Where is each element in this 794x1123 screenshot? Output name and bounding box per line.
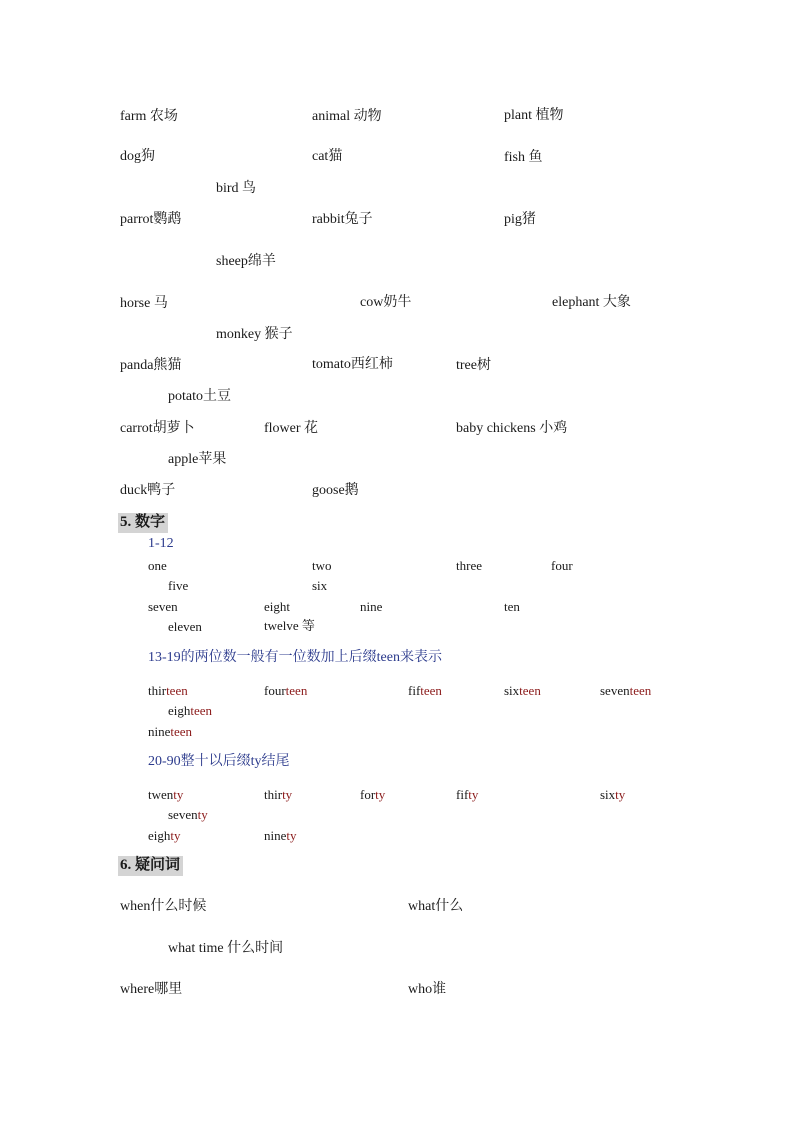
number-word: twelve 等: [264, 618, 315, 633]
teen-word: thirteen: [148, 683, 188, 698]
vocab-item: rabbit兔子: [312, 212, 373, 227]
vocab-item: panda熊猫: [120, 358, 182, 373]
number-word: eight: [264, 599, 290, 614]
number-word: four: [551, 558, 573, 573]
vocab-item: tomato西红柿: [312, 357, 393, 372]
vocab-item: elephant 大象: [552, 295, 631, 310]
vocab-item: monkey 猴子: [216, 327, 293, 342]
number-word: eleven: [168, 619, 202, 634]
ty-word: ninety: [264, 828, 297, 843]
vocab-item: carrot胡萝卜: [120, 421, 195, 436]
ty-word: fifty: [456, 787, 479, 802]
vocab-item: goose鹅: [312, 483, 359, 498]
question-word: who谁: [408, 982, 447, 997]
subheading-tens: 20-90整十以后缀ty结尾: [148, 754, 290, 769]
vocab-item: baby chickens 小鸡: [456, 421, 568, 436]
teen-word: fourteen: [264, 683, 308, 698]
number-word: five: [168, 578, 189, 593]
vocab-item: fish 鱼: [504, 150, 543, 165]
vocab-item: tree树: [456, 358, 491, 373]
question-word: where哪里: [120, 982, 183, 997]
teen-word: eighteen: [168, 703, 213, 718]
teen-word: seventeen: [600, 683, 652, 698]
vocab-item: cow奶牛: [360, 295, 412, 310]
number-word: seven: [148, 599, 178, 614]
question-word: when什么时候: [120, 899, 207, 914]
number-word: two: [312, 558, 332, 573]
ty-word: eighty: [148, 828, 181, 843]
subheading-teens: 13-19的两位数一般有一位数加上后缀teen来表示: [148, 650, 442, 665]
number-word: three: [456, 558, 482, 573]
section-heading-question-words: 6. 疑问词: [118, 856, 183, 876]
vocab-item: duck鸭子: [120, 483, 176, 498]
number-word: nine: [360, 599, 383, 614]
question-word: what什么: [408, 899, 464, 914]
section-heading-numbers: 5. 数字: [118, 513, 168, 533]
number-word: ten: [504, 599, 520, 614]
ty-word: sixty: [600, 787, 626, 802]
vocab-item: horse 马: [120, 296, 168, 311]
vocab-item: bird 鸟: [216, 181, 257, 196]
vocab-item: flower 花: [264, 421, 319, 436]
vocab-item: apple苹果: [168, 452, 227, 467]
ty-word: twenty: [148, 787, 184, 802]
ty-word: seventy: [168, 807, 208, 822]
number-word: six: [312, 578, 328, 593]
vocab-item: sheep绵羊: [216, 254, 276, 269]
teen-word: fifteen: [408, 683, 442, 698]
vocab-item: potato土豆: [168, 389, 231, 404]
ty-word: forty: [360, 787, 386, 802]
vocab-item: pig猪: [504, 212, 536, 227]
vocab-item: parrot鹦鹉: [120, 212, 182, 227]
vocab-item: animal 动物: [312, 109, 382, 124]
vocab-item: cat猫: [312, 149, 343, 164]
subheading-1-12: 1-12: [148, 536, 174, 551]
teen-word: nineteen: [148, 724, 193, 739]
teen-word: sixteen: [504, 683, 541, 698]
ty-word: thirty: [264, 787, 293, 802]
vocab-item: farm 农场: [120, 109, 178, 124]
number-word: one: [148, 558, 167, 573]
vocab-item: dog狗: [120, 149, 155, 164]
vocab-item: plant 植物: [504, 108, 564, 123]
question-word: what time 什么时间: [168, 941, 284, 956]
